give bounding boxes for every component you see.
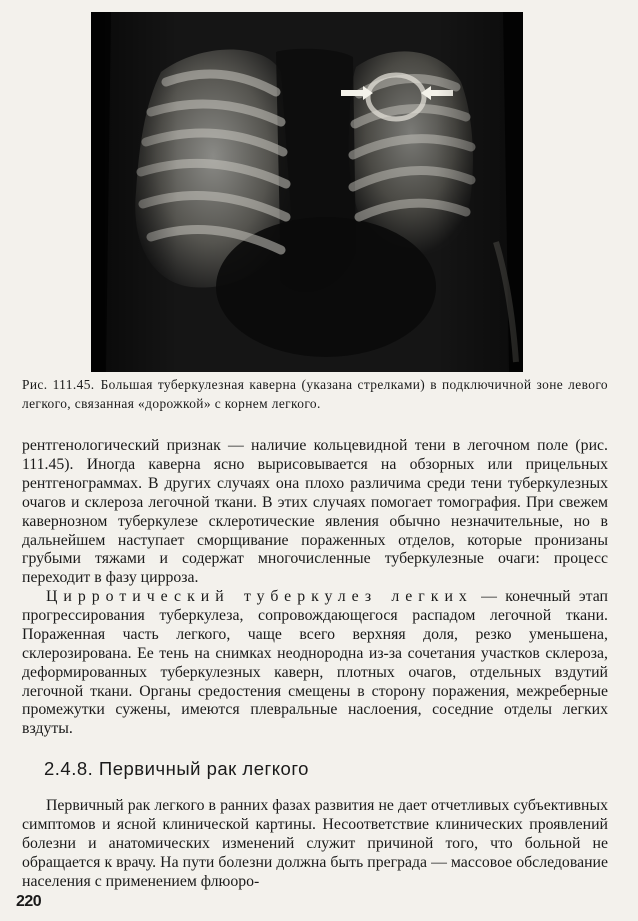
page-number: 220 (16, 893, 42, 910)
caption-text: Большая туберкулезная каверна (указана стрелками) в подключичной зоне левого легкого, связанная «дорожкой» с корнем легкого. (22, 377, 608, 411)
chest-xray-figure (91, 12, 523, 372)
body-paragraph-2 (22, 588, 608, 739)
term-cirrhotic-tuberculosis: Цирротический туберкулез легких (46, 588, 473, 605)
body-paragraph-1: рентгенологический признак — наличие кольцевидной тени в легочном поле (рис. 111.45). Иногда каверна ясно вырисовывается на обзорных или прицельных рентгенограммах. В других случаях она плохо различима среди тени туберкулезных очагов и склероза легочной ткани. В этих случаях помогает томография. При свежем кавернозном туберкулезе склеротические явления обычно незначительные, но в дальнейшем наступает сморщивание пораженных отделов, которые пронизаны грубыми тяжами и содержат многочисленные туберкулезные очаги: процесс переходит в фазу цирроза. (22, 437, 608, 587)
caption-label: Рис. 111.45. (22, 377, 95, 392)
figure-caption (22, 375, 608, 413)
section-paragraph: Первичный рак легкого в ранних фазах развития не дает отчетливых субъективных симптомов и ясной клинической картины. Несоответствие клинических проявлений болезни и анатомических изменений служит причиной того, что больной не обращается к врачу. На пути болезни должна быть преграда — массовое обследование населения с применением флюоро- (22, 797, 608, 890)
paragraph-2-text: — конечный этап прогрессирования туберкулеза, сопровождающегося распадом легочной ткани. Пораженная часть легкого, чаще всего верхняя доля, резко уменьшена, склерозирована. Ее тень на снимках неоднородна из-за сочетания участков склероза, деформированных туберкулезных каверн, плотных очагов, отдельных вздутий легочной ткани. Органы средостения смещены в сторону поражения, межреберные промежутки сужены, имеются плевральные наслоения, соседние отделы легких вздуты. (22, 588, 608, 738)
chest-xray-image (91, 12, 523, 372)
section-heading: 2.4.8. Первичный рак легкого (44, 758, 309, 779)
